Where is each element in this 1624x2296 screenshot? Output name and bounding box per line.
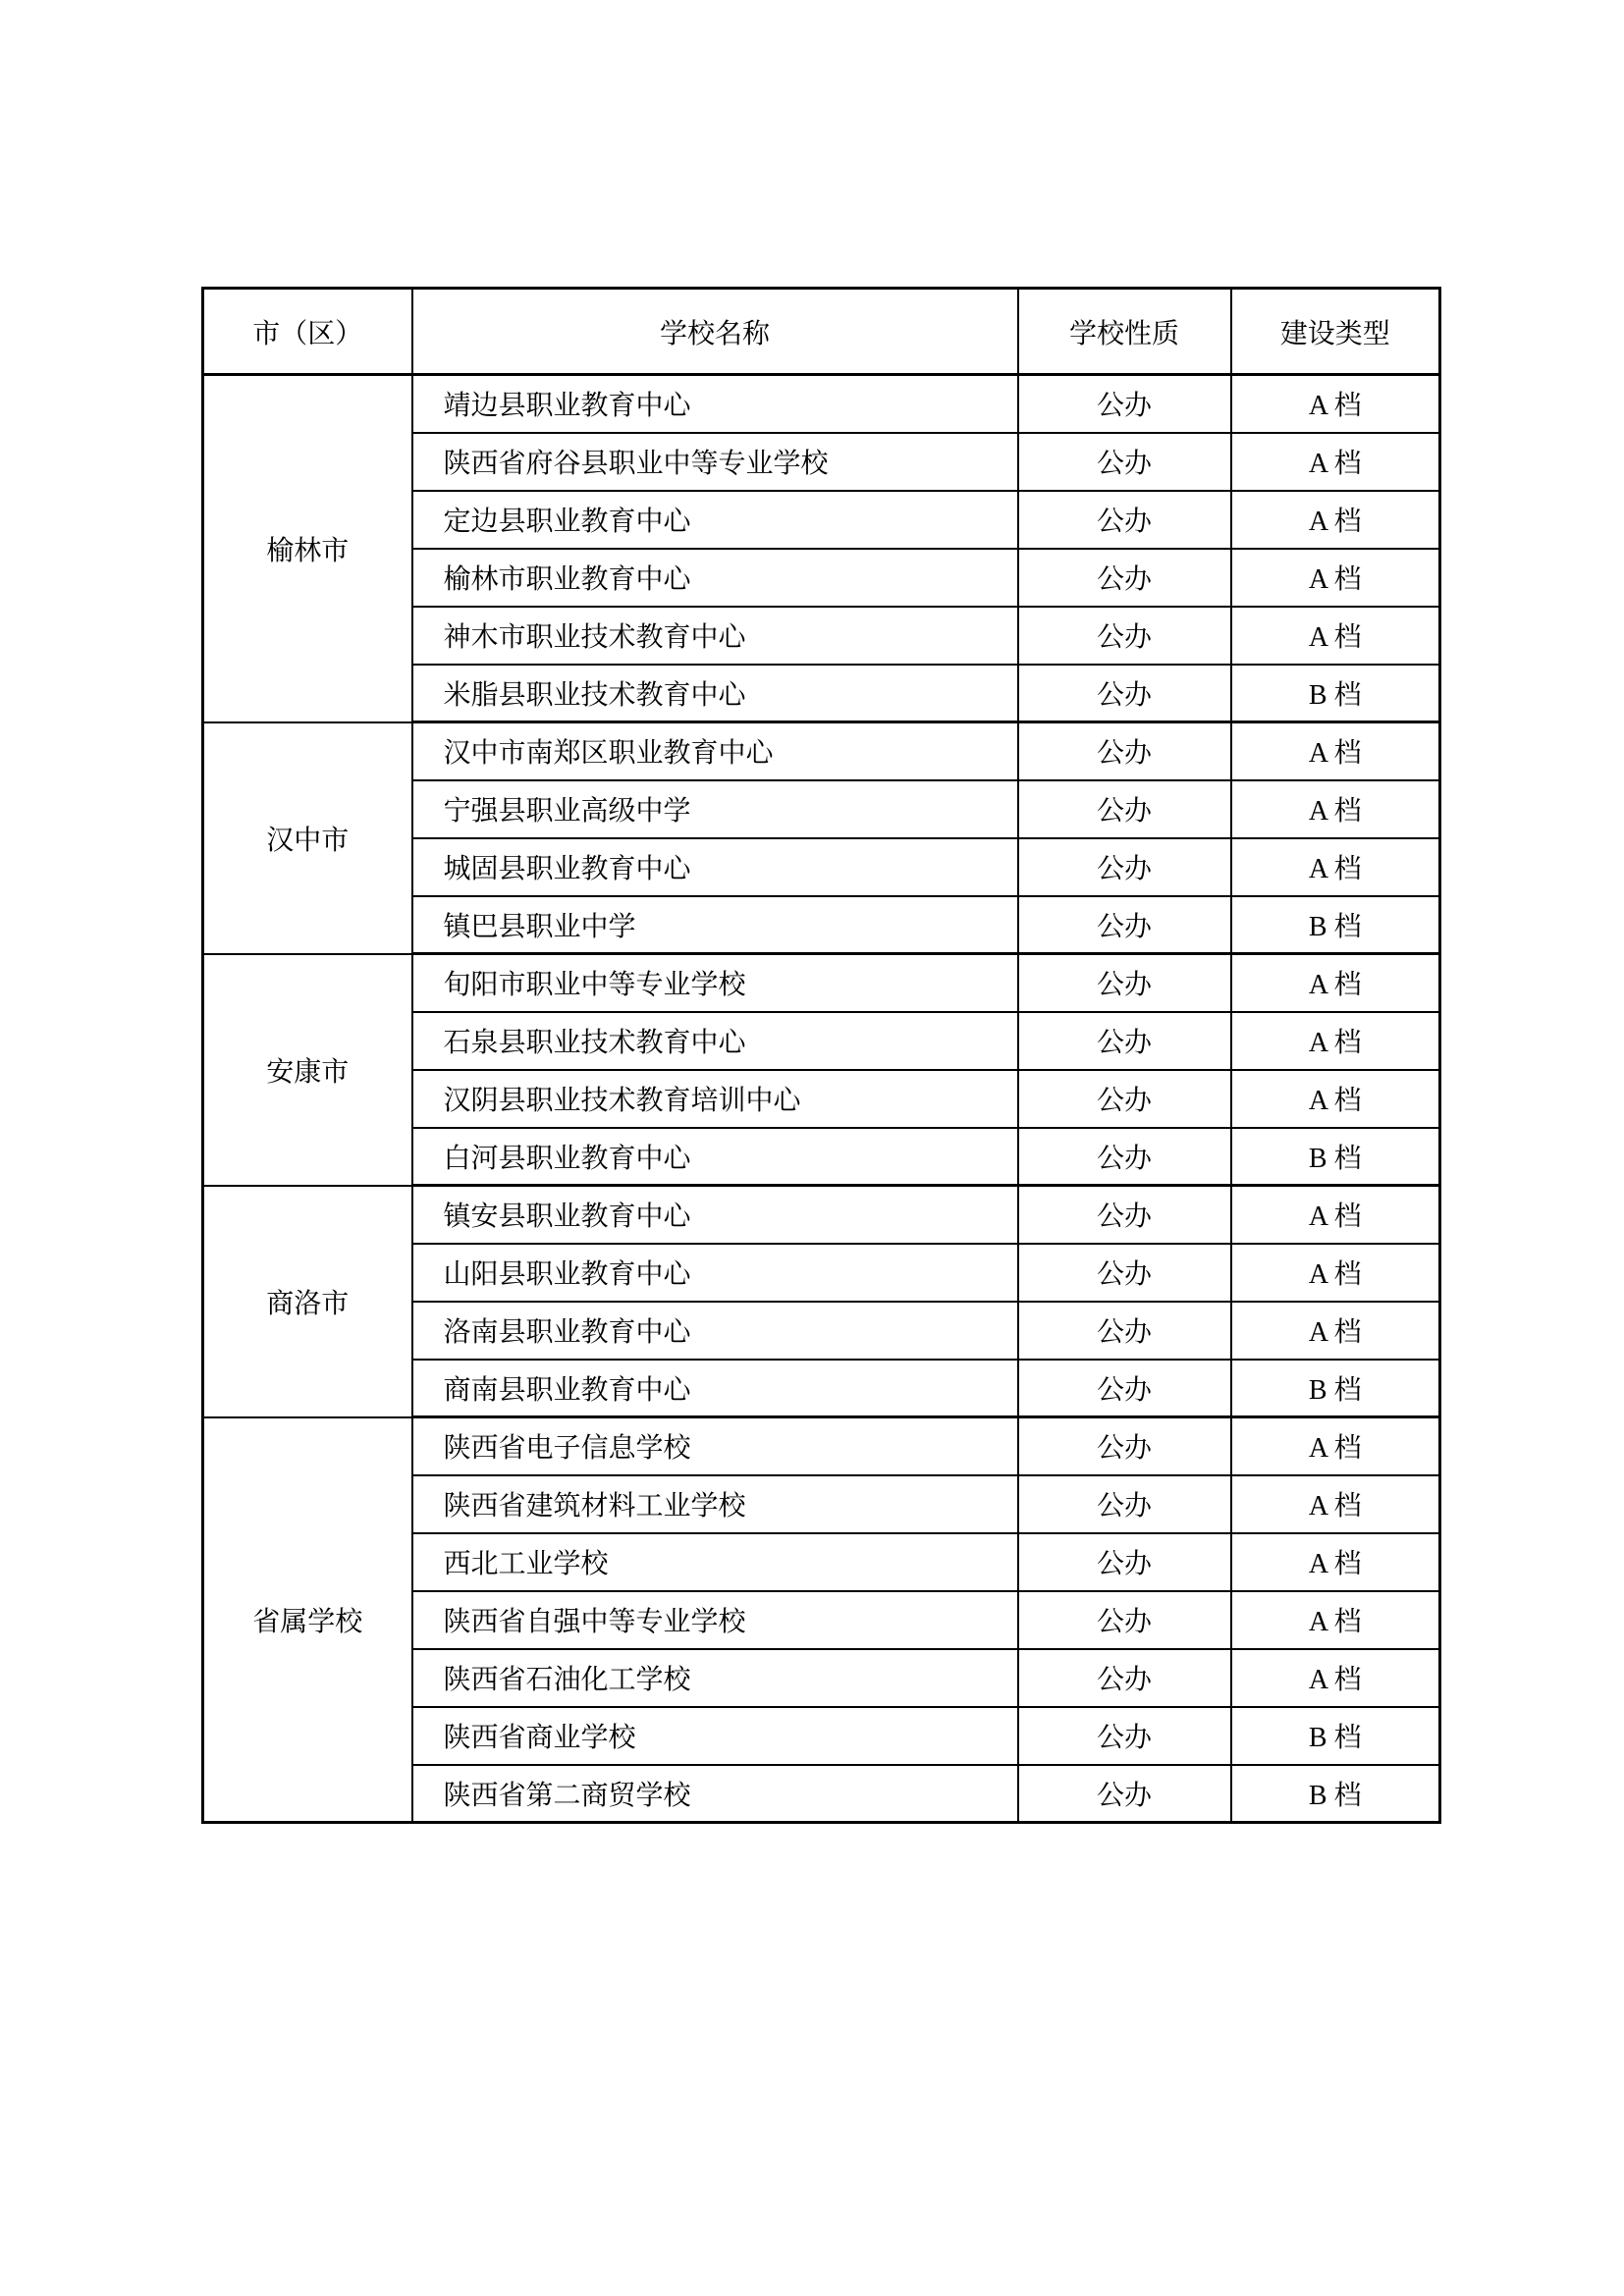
header-school-name: 学校名称 [412,289,1018,375]
type-cell: A 档 [1231,954,1440,1012]
nature-cell: 公办 [1018,1417,1231,1475]
school-name-cell: 神木市职业技术教育中心 [412,607,1018,665]
type-cell: B 档 [1231,1765,1440,1823]
type-cell: A 档 [1231,1244,1440,1302]
nature-cell: 公办 [1018,722,1231,780]
region-cell-hanzhong: 汉中市 [203,722,412,954]
type-cell: A 档 [1231,1417,1440,1475]
nature-cell: 公办 [1018,1649,1231,1707]
table-row [203,722,1440,780]
nature-cell: 公办 [1018,549,1231,607]
table-header [203,289,1440,375]
nature-cell: 公办 [1018,1070,1231,1128]
school-name-cell: 白河县职业教育中心 [412,1128,1018,1186]
nature-cell: 公办 [1018,1244,1231,1302]
school-name-cell: 城固县职业教育中心 [412,838,1018,896]
type-cell: B 档 [1231,896,1440,954]
type-cell: A 档 [1231,1591,1440,1649]
school-name-cell: 石泉县职业技术教育中心 [412,1012,1018,1070]
type-cell: B 档 [1231,665,1440,722]
header-region: 市（区） [203,289,412,375]
table-row [203,375,1440,433]
table-row [203,1186,1440,1244]
school-name-cell: 陕西省第二商贸学校 [412,1765,1018,1823]
school-name-cell: 镇安县职业教育中心 [412,1186,1018,1244]
school-name-cell: 榆林市职业教育中心 [412,549,1018,607]
nature-cell: 公办 [1018,896,1231,954]
type-cell: A 档 [1231,549,1440,607]
school-name-cell: 定边县职业教育中心 [412,491,1018,549]
nature-cell: 公办 [1018,1012,1231,1070]
school-name-cell: 商南县职业教育中心 [412,1360,1018,1417]
table-row [203,954,1440,1012]
school-name-cell: 汉阴县职业技术教育培训中心 [412,1070,1018,1128]
nature-cell: 公办 [1018,1707,1231,1765]
type-cell: A 档 [1231,780,1440,838]
type-cell: A 档 [1231,722,1440,780]
type-cell: A 档 [1231,838,1440,896]
nature-cell: 公办 [1018,1533,1231,1591]
nature-cell: 公办 [1018,780,1231,838]
region-cell-shangluo: 商洛市 [203,1186,412,1417]
type-cell: B 档 [1231,1707,1440,1765]
school-name-cell: 陕西省府谷县职业中等专业学校 [412,433,1018,491]
type-cell: A 档 [1231,607,1440,665]
type-cell: A 档 [1231,433,1440,491]
nature-cell: 公办 [1018,1475,1231,1533]
school-name-cell: 陕西省石油化工学校 [412,1649,1018,1707]
type-cell: B 档 [1231,1128,1440,1186]
nature-cell: 公办 [1018,1302,1231,1360]
type-cell: B 档 [1231,1360,1440,1417]
type-cell: A 档 [1231,491,1440,549]
header-school-nature: 学校性质 [1018,289,1231,375]
school-name-cell: 洛南县职业教育中心 [412,1302,1018,1360]
school-name-cell: 陕西省商业学校 [412,1707,1018,1765]
nature-cell: 公办 [1018,1128,1231,1186]
nature-cell: 公办 [1018,433,1231,491]
school-name-cell: 西北工业学校 [412,1533,1018,1591]
school-name-cell: 米脂县职业技术教育中心 [412,665,1018,722]
nature-cell: 公办 [1018,838,1231,896]
type-cell: A 档 [1231,1012,1440,1070]
school-name-cell: 旬阳市职业中等专业学校 [412,954,1018,1012]
type-cell: A 档 [1231,1070,1440,1128]
nature-cell: 公办 [1018,607,1231,665]
nature-cell: 公办 [1018,375,1231,433]
type-cell: A 档 [1231,1475,1440,1533]
nature-cell: 公办 [1018,1360,1231,1417]
nature-cell: 公办 [1018,954,1231,1012]
header-row [203,289,1440,375]
type-cell: A 档 [1231,1649,1440,1707]
school-name-cell: 宁强县职业高级中学 [412,780,1018,838]
nature-cell: 公办 [1018,491,1231,549]
school-name-cell: 靖边县职业教育中心 [412,375,1018,433]
nature-cell: 公办 [1018,1765,1231,1823]
nature-cell: 公办 [1018,665,1231,722]
type-cell: A 档 [1231,1186,1440,1244]
region-cell-ankang: 安康市 [203,954,412,1186]
nature-cell: 公办 [1018,1186,1231,1244]
type-cell: A 档 [1231,375,1440,433]
region-cell-provincial: 省属学校 [203,1417,412,1823]
school-name-cell: 汉中市南郑区职业教育中心 [412,722,1018,780]
table-row [203,1417,1440,1475]
header-construction-type: 建设类型 [1231,289,1440,375]
type-cell: A 档 [1231,1302,1440,1360]
school-name-cell: 陕西省建筑材料工业学校 [412,1475,1018,1533]
nature-cell: 公办 [1018,1591,1231,1649]
school-name-cell: 陕西省自强中等专业学校 [412,1591,1018,1649]
school-name-cell: 山阳县职业教育中心 [412,1244,1018,1302]
school-name-cell: 陕西省电子信息学校 [412,1417,1018,1475]
type-cell: A 档 [1231,1533,1440,1591]
school-table [201,287,1441,1824]
region-cell-yulin: 榆林市 [203,375,412,722]
school-name-cell: 镇巴县职业中学 [412,896,1018,954]
